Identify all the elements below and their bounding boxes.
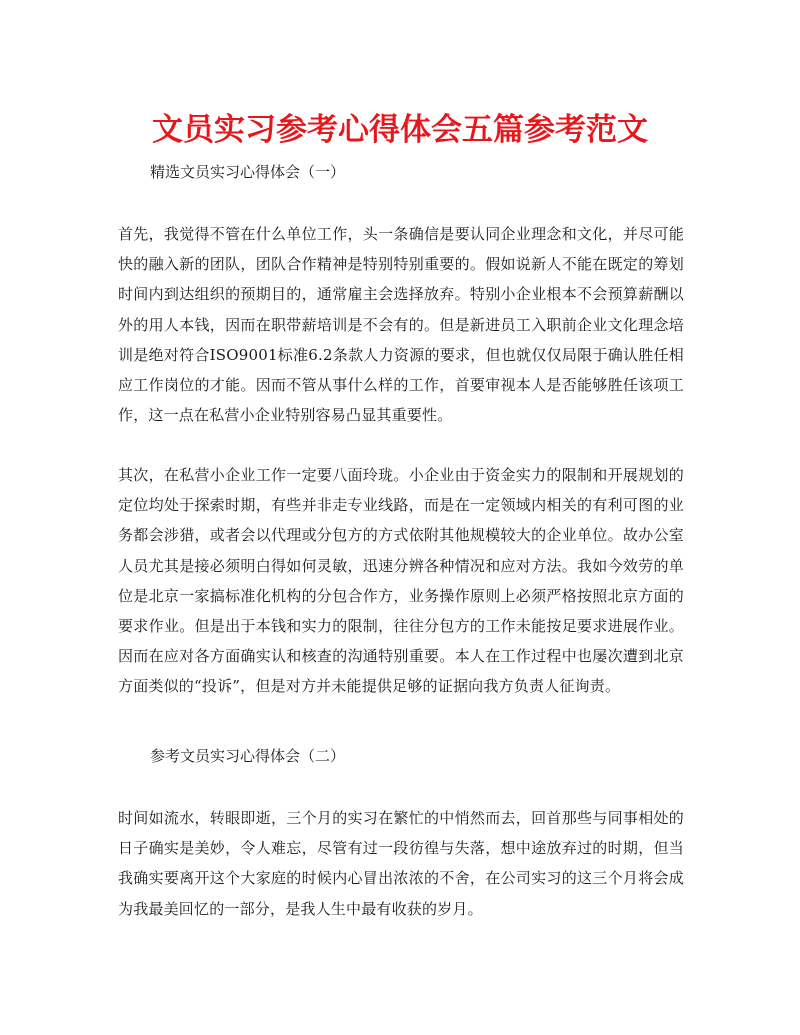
- paragraph-3: 时间如流水，转眼即逝，三个月的实习在繁忙的中悄然而去，回首那些与同事相处的日子确实是美妙，令人难忘，尽管有过一段彷徨与失落，想中途放弃过的时期，但当我确实要离开这个大家庭的时候内心冒出浓浓的不舍，在公司实习的这三个月将会成为我最美回忆的一部分，是我人生中最有收获的岁月。: [118, 809, 684, 918]
- paragraph-1: 首先，我觉得不管在什么单位工作，头一条确信是要认同企业理念和文化，并尽可能快的融入新的团队，团队合作精神是特别特别重要的。假如说新人不能在既定的筹划时间内到达组织的预期目的，通常雇主会选择放弃。特别小企业根本不会预算薪酬以外的用人本钱，因而在职带薪培训是不会有的。但是新进员工入职前企业文化理念培训是绝对符合ISO9001标准6.2条款人力资源的要求，但也就仅仅局限于确认胜任相应工作岗位的才能。因而不管从事什么样的工作，首要审视本人是否能够胜任该项工作，这一点在私营小企业特别容易凸显其重要性。: [118, 225, 684, 425]
- paragraph-2: 其次，在私营小企业工作一定要八面玲珑。小企业由于资金实力的限制和开展规划的定位均处于探索时期，有些并非走专业线路，而是在一定领域内相关的有利可图的业务都会涉猎，或者会以代理或分包方的方式依附其他规模较大的企业单位。故办公室人员尤其是接必须明白得如何灵敏，迅速分辨各种情况和应对方法。我如今效劳的单位是北京一家搞标准化机构的分包合作方，业务操作原则上必须严格按照北京方面的要求作业。但是出于本钱和实力的限制，往往分包方的工作未能按足要求进展作业。因而在应对各方面确实认和核查的沟通特别重要。本人在工作过程中也屡次遭到北京方面类似的“投诉”，但是对方并未能提供足够的证据向我方负责人征询责。: [118, 466, 684, 696]
- section-heading-1: 精选文员实习心得体会（一）: [150, 163, 346, 181]
- section-heading-2: 参考文员实习心得体会（二）: [150, 747, 346, 765]
- document-title: 文员实习参考心得体会五篇参考范文: [152, 112, 648, 148]
